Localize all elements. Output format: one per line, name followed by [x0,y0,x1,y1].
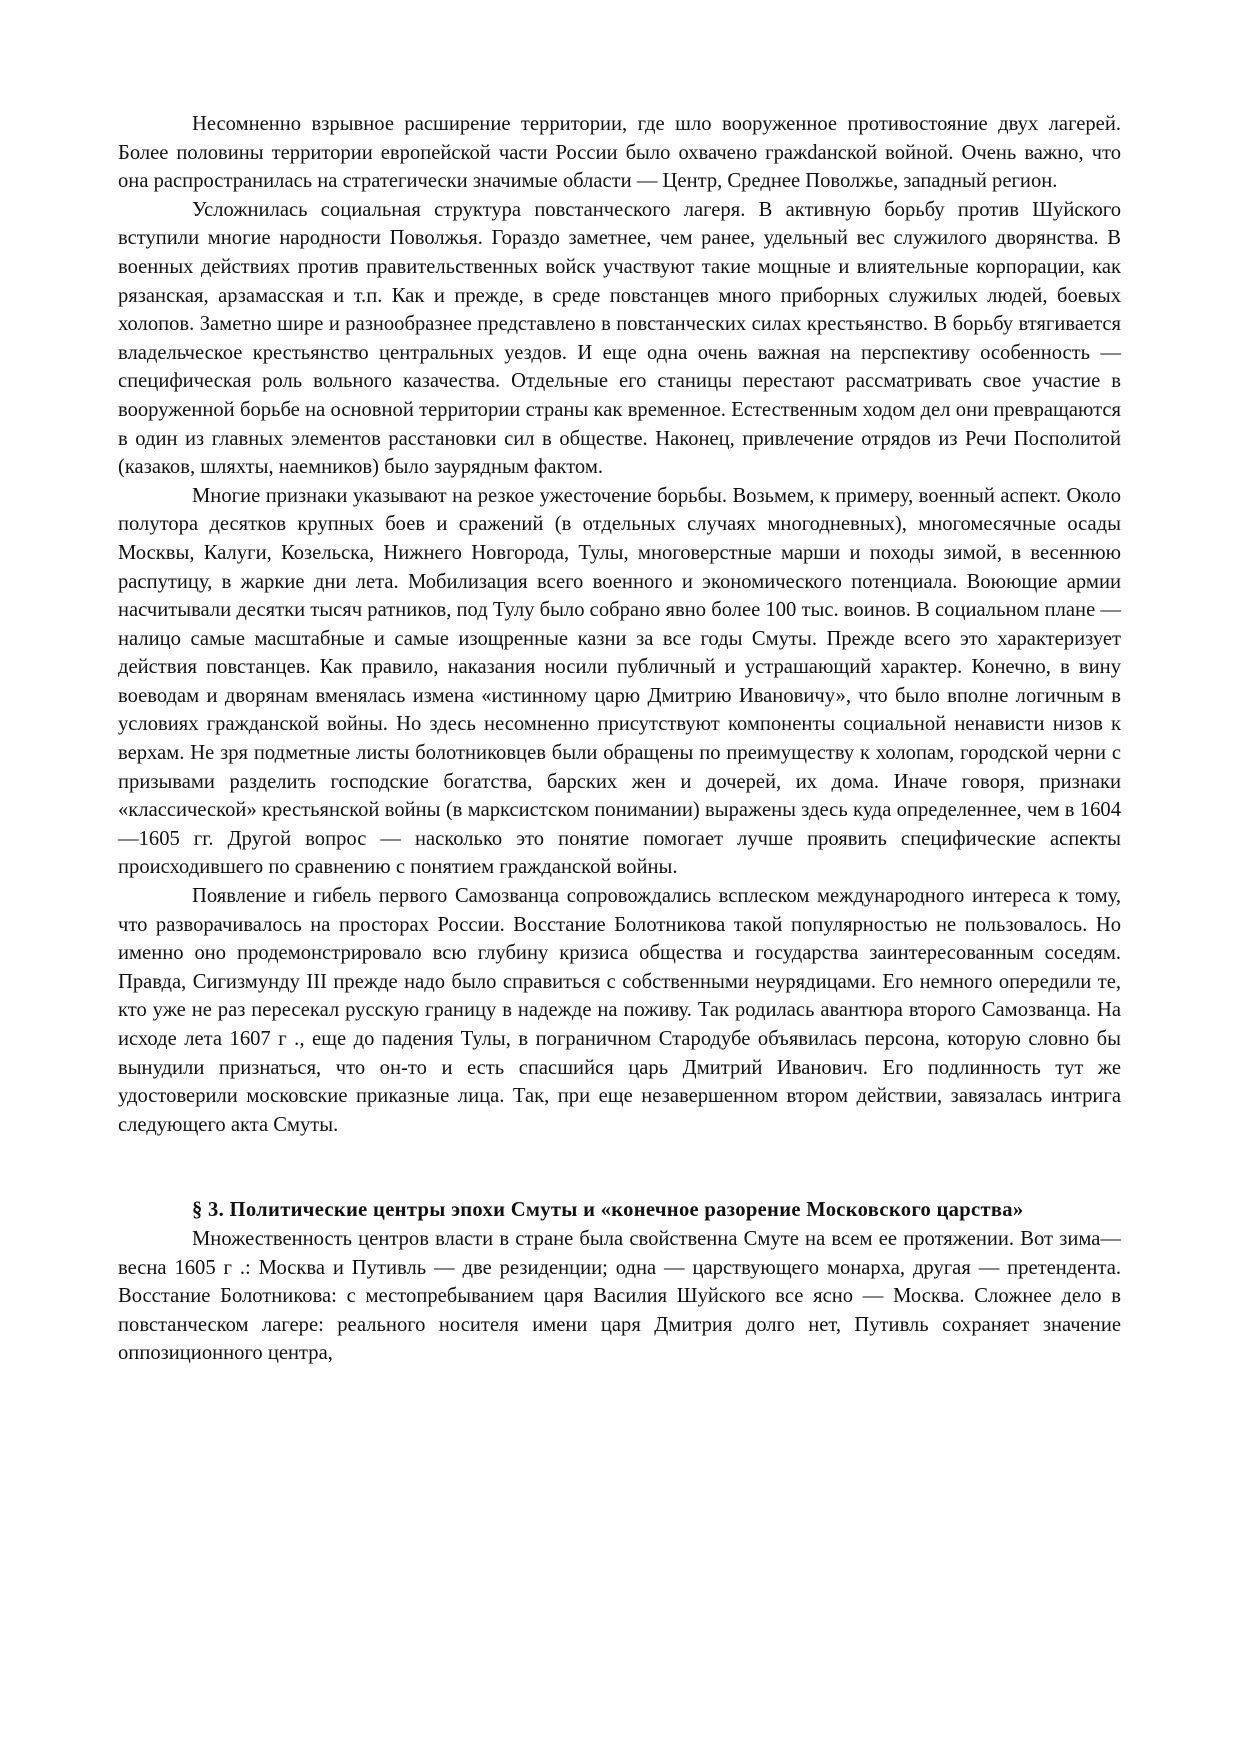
paragraph-social-structure: Усложнилась социальная структура повстанческого лагеря. В активную борьбу против Шуйского вступили многие народности Поволжья. Гораздо заметнее, чем ранее, удельный вес служилого дворянства. В военных действиях против правительственных войск участвуют такие мощные и влиятельные корпорации, как рязанская, арзамасская и т.п. Как и прежде, в среде повстанцев много приборных служилых людей, боевых холопов. Заметно шире и разнообразнее представлено в повстанческих силах крестьянство. В борьбу втягивается владельческое крестьянство центральных уездов. И еще одна очень важная на перспективу особенность — специфическая роль вольного казачества. Отдельные его станицы перестают рассматривать свое участие в вооруженной борьбе на основной территории страны как временное. Естественным ходом дел они превращаются в один из главных элементов расстановки сил в обществе. Наконец, привлечение отрядов из Речи Посполитой (казаков, шляхты, наемников) было заурядным фактом. [118,198,1121,479]
paragraph-power-centers: Множественность центров власти в стране была свойственна Смуте на всем ее протяжении. Вот зима—весна 1605 г .: Москва и Путивль — две резиденции; одна — царствующего монарха, другая — претендента. Восстание Болотникова: с местопребыванием царя Василия Шуйского все ясно — Москва. Сложнее дело в повстанческом лагере: реального носителя имени царя Дмитрия долго нет, Путивль сохраняет значение оппозиционного центра, [118,1227,1121,1365]
section-heading: § 3. Политические центры эпохи Смуты и «конечное разорение Московского царства» [192,1199,1024,1222]
paragraph-struggle: Многие признаки указывают на резкое ужесточение борьбы. Возьмем, к примеру, военный аспект. Около полутора десятков крупных боев и сражений (в отдельных случаях многодневных), многомесячные осады Москвы, Калуги, Козельска, Нижнего Новгорода, Тулы, многоверстные марши и походы зимой, в весеннюю распутицу, в жаркие дни лета. Мобилизация всего военного и экономического потенциала. Воюющие армии насчитывали десятки тысяч ратников, под Тулу было собрано явно более 100 тыс. воинов. В социальном плане — налицо самые масштабные и самые изощренные казни за все годы Смуты. Прежде всего это характеризует действия повстанцев. Как правило, наказания носили публичный и устрашающий характер. Конечно, в вину воеводам и дворянам вменялась измена «истинному царю Дмитрию Ивановичу», что было вполне логичным в условиях гражданской войны. Но здесь несомненно присутствуют компоненты социальной ненависти низов к верхам. Не зря подметные листы болотниковцев были обращены по преимуществу к холопам, городской черни с призывами разделить господские богатства, барских жен и дочерей, их дома. Иначе говоря, признаки «классической» крестьянской войны (в марксистском понимании) выражены здесь куда определеннее, чем в 1604—1605 гг. Другой вопрос — насколько это понятие помогает лучше проявить специфические аспекты происходившего по сравнению с понятием гражданской войны. [118,484,1121,879]
document-page [118,110,1121,1368]
paragraph-second-pretender: Появление и гибель первого Самозванца сопровождались всплеском международного интереса к тому, что разворачивалось на просторах России. Восстание Болотникова такой популярностью не пользовалось. Но именно оно продемонстрировало всю глубину кризиса общества и государства заинтересованным соседям. Правда, Сигизмунду III прежде надо было справиться с собственными неурядицами. Его немного опередили те, кто уже не раз пересекал русскую границу в надежде на поживу. Так родилась авантюра второго Самозванца. На исходе лета 1607 г ., еще до падения Тулы, в пограничном Стародубе объявилась персона, которую словно бы вынудили признаться, что он-то и есть спасшийся царь Дмитрий Иванович. Его подлинность тут же удостоверили московские приказные лица. Так, при еще незавершенном втором действии, завязалась интрига следующего акта Смуты. [118,885,1121,1136]
paragraph-territory: Несомненно взрывное расширение территории, где шло вооруженное противостояние двух лагерей. Более половины территории европейской части России было охвачено гражdанской войной. Очень важно, что она распространилась на стратегически значимые области — Центр, Среднее Поволжье, западный регион. [118,113,1121,193]
